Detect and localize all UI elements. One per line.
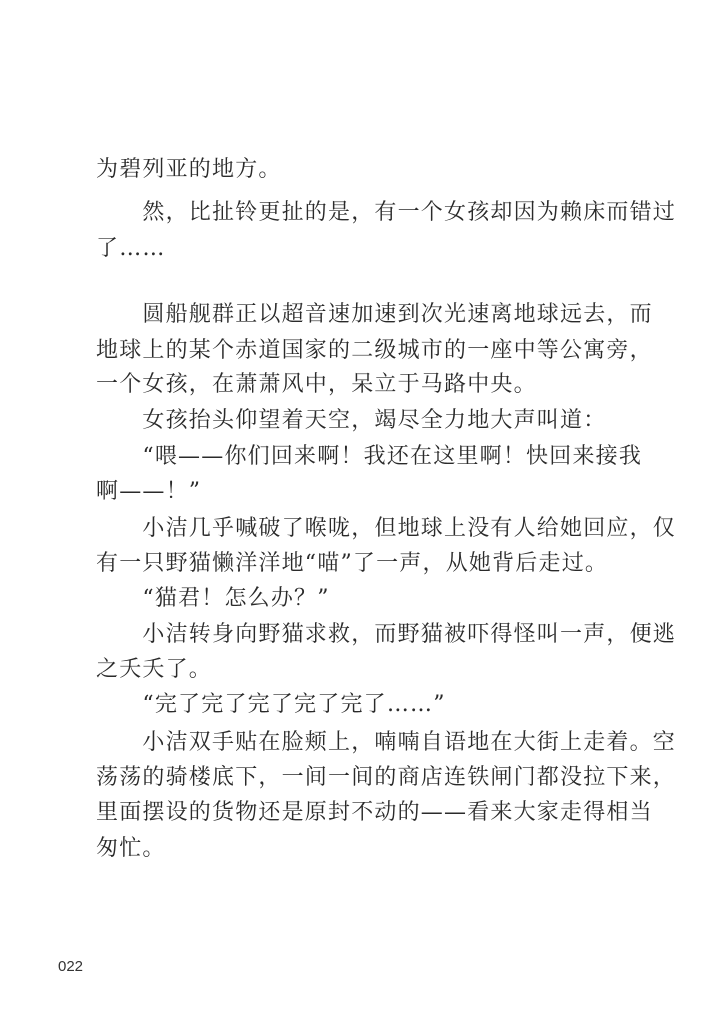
text-line: 之夭夭了。 [96,657,213,682]
text-line: 荡荡的骑楼底下，一间一间的商店连铁闸门都没拉下来， [96,765,677,790]
text-line: “喂——你们回来啊！我还在这里啊！快回来接我 [96,444,643,469]
text-line: 小洁双手贴在脸颊上，喃喃自语地在大街上走着。空 [96,730,677,755]
text-line: 地球上的某个赤道国家的二级城市的一座中等公寓旁， [96,338,653,363]
text-line: 为碧列亚的地方。 [96,157,282,182]
text-line: 匆忙。 [96,836,166,861]
text-line: 女孩抬头仰望着天空，竭尽全力地大声叫道： [96,408,607,433]
text-line: 小洁几乎喊破了喉咙，但地球上没有人给她回应，仅 [96,516,677,541]
page-number: 022 [58,958,84,975]
text-line: 里面摆设的货物还是原封不动的——看来大家走得相当 [96,800,653,825]
text-line: 小洁转身向野猫求救，而野猫被吓得怪叫一声，便逃 [96,622,677,647]
text-line: “完了完了完了完了完了……” [96,692,446,717]
text-line: 啊——！” [96,479,202,504]
text-line: “猫君！怎么办？” [96,586,330,611]
text-line: 然，比扯铃更扯的是，有一个女孩却因为赖床而错过 [96,200,677,225]
text-line: 有一只野猫懒洋洋地“喵”了一声，从她背后走过。 [96,551,609,576]
text-line: 一个女孩，在萧萧风中，呆立于马路中央。 [96,372,537,397]
text-line: 了…… [96,236,166,261]
text-line: 圆船舰群正以超音速加速到次光速离地球远去，而 [96,302,653,327]
